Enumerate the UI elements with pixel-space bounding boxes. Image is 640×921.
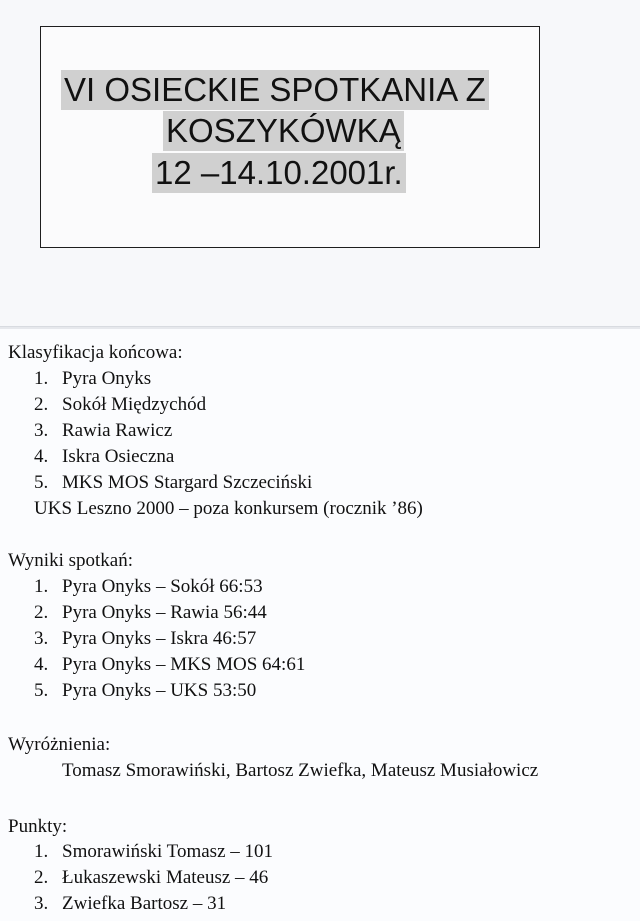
title-date: 12 –14.10.2001r.	[152, 153, 406, 193]
item-text: Łukaszewski Mateusz – 46	[62, 867, 269, 888]
item-text: Iskra Osieczna	[62, 446, 175, 467]
item-number: 1.	[34, 576, 49, 597]
item-text: Pyra Onyks – UKS 53:50	[62, 680, 257, 701]
item-text: Sokół Międzychód	[62, 394, 207, 415]
points-heading: Punkty:	[8, 816, 68, 837]
title-box	[40, 26, 540, 248]
item-number: 1.	[34, 841, 49, 862]
item-text: Rawia Rawicz	[62, 420, 173, 441]
results-list	[34, 574, 305, 704]
item-number: 2.	[34, 602, 49, 623]
item-text: Pyra Onyks – MKS MOS 64:61	[62, 654, 306, 675]
distinctions-names: Tomasz Smorawiński, Bartosz Zwiefka, Mateusz Musiałowicz	[62, 760, 539, 781]
distinctions-heading: Wyróżnienia:	[8, 734, 111, 755]
list-item	[34, 678, 305, 704]
item-text: MKS MOS Stargard Szczeciński	[62, 472, 313, 493]
title-line-2: KOSZYKÓWKĄ	[163, 111, 404, 151]
item-number: 3.	[34, 893, 49, 914]
item-number: 2.	[34, 394, 49, 415]
item-number: 5.	[34, 680, 49, 701]
points-list	[34, 839, 273, 917]
classification-heading: Klasyfikacja końcowa:	[8, 342, 183, 363]
item-number: 4.	[34, 654, 49, 675]
item-number: 3.	[34, 628, 49, 649]
list-item	[34, 574, 305, 600]
title-line-1: VI OSIECKIE SPOTKANIA Z	[61, 70, 489, 110]
item-text: Pyra Onyks – Sokół 66:53	[62, 576, 263, 597]
list-item	[34, 839, 273, 865]
item-number: 3.	[34, 420, 49, 441]
list-item	[34, 600, 305, 626]
list-item	[34, 470, 312, 496]
list-item	[34, 652, 305, 678]
list-item	[34, 444, 312, 470]
out-of-competition-note: UKS Leszno 2000 – poza konkursem (rocznik ’86)	[34, 498, 423, 519]
list-item	[34, 418, 312, 444]
item-text: Zwiefka Bartosz – 31	[62, 893, 227, 914]
list-item	[34, 626, 305, 652]
item-number: 5.	[34, 472, 49, 493]
classification-list	[34, 366, 312, 496]
item-text: Smorawiński Tomasz – 101	[62, 841, 274, 862]
item-text: Pyra Onyks – Iskra 46:57	[62, 628, 257, 649]
list-item	[34, 366, 312, 392]
results-heading: Wyniki spotkań:	[8, 550, 133, 571]
item-text: Pyra Onyks – Rawia 56:44	[62, 602, 267, 623]
item-number: 4.	[34, 446, 49, 467]
list-item	[34, 891, 273, 917]
top-sheet	[0, 0, 640, 326]
item-number: 1.	[34, 368, 49, 389]
results-sheet	[0, 328, 640, 921]
item-number: 2.	[34, 867, 49, 888]
list-item	[34, 865, 273, 891]
item-text: Pyra Onyks	[62, 368, 152, 389]
list-item	[34, 392, 312, 418]
